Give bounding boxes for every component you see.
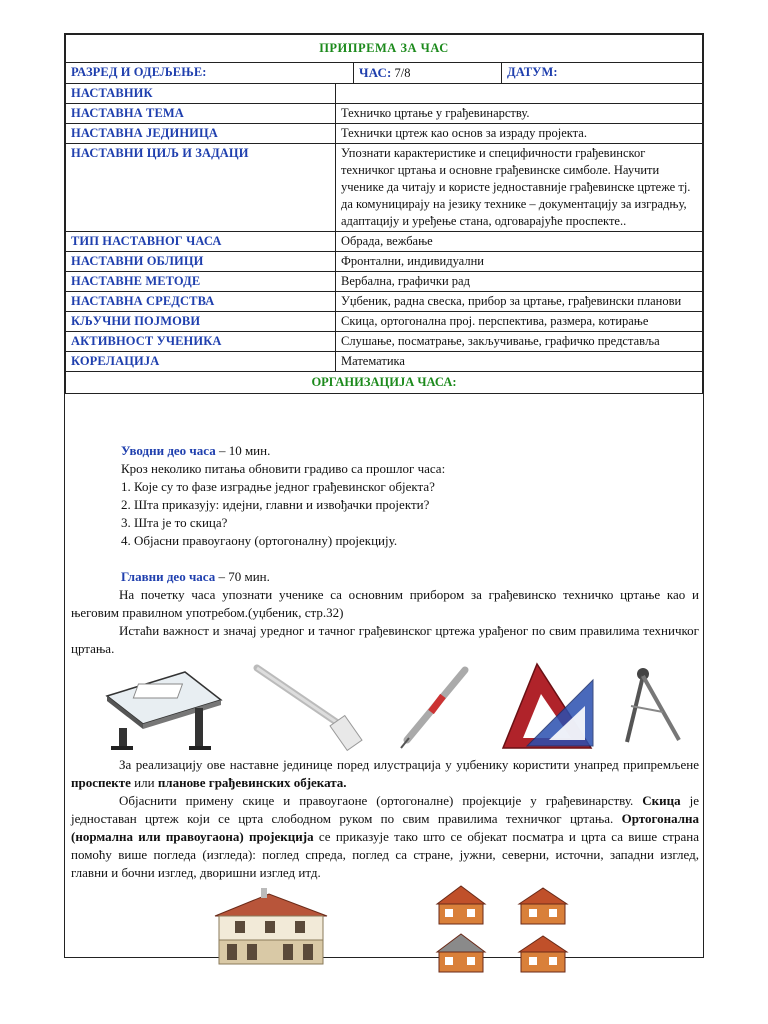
p4-text-def: је једноставан цртеж који се црта слободном руком по свим правилима техничког цртања. (71, 793, 699, 826)
row-cilj (66, 144, 703, 232)
lesson-info-table (65, 34, 703, 394)
row-korelacija (66, 352, 703, 372)
row-value: Фронтални, индивидуални (336, 252, 703, 272)
row-label: НАСТАВНА СРЕДСТВА (66, 292, 336, 312)
row-label: АКТИВНОСТ УЧЕНИКА (66, 332, 336, 352)
cas-value: 7/8 (394, 66, 411, 80)
row-label: ТИП НАСТАВНОГ ЧАСА (66, 232, 336, 252)
intro-heading: Уводни део часа (121, 443, 216, 458)
intro-lead: Кроз неколико питања обновити градиво са прошлог часа: (121, 461, 446, 476)
row-label: НАСТАВНЕ МЕТОДЕ (66, 272, 336, 292)
row-tip (66, 232, 703, 252)
p4-bold-skica: Скица (642, 793, 681, 808)
row-label: НАСТАВНИ ЦИЉ И ЗАДАЦИ (66, 144, 336, 232)
row-label: КОРЕЛАЦИЈА (66, 352, 336, 372)
lesson-content (65, 422, 703, 972)
intro-duration: – 10 мин. (215, 443, 271, 458)
datum-label: ДАТУМ: (502, 63, 703, 84)
intro-question: 1. Које су то фазе изградње једног грађевинског објекта? (121, 479, 435, 494)
p3-text: За реализацију ове наставне јединице поред илустрација у уџбенику користити унапред припремљене (119, 757, 699, 772)
triangle-rulers-illustration (497, 660, 597, 756)
tools-illustration-row (65, 658, 703, 756)
row-value: Уџбеник, радна свеска, прибор за цртање, грађевински планови (336, 292, 703, 312)
row-value: Слушање, посматрање, закључивање, графичко представља (336, 332, 703, 352)
row-value: Обрада, вежбање (336, 232, 703, 252)
row-value: Техничко цртање у грађевинарству. (336, 104, 703, 124)
row-metode (66, 272, 703, 292)
lesson-plan-page (64, 33, 704, 958)
row-aktivnost (66, 332, 703, 352)
page-title: ПРИПРЕМА ЗА ЧАС (66, 35, 703, 63)
row-pojmovi (66, 312, 703, 332)
main-heading-line (65, 568, 703, 586)
pencil-illustration (395, 664, 475, 750)
main-heading: Главни део часа (121, 569, 216, 584)
p3-text-or: или (130, 775, 158, 790)
p3-bold-planovi: планове грађевинских објеката. (157, 775, 347, 790)
t-square-illustration (253, 662, 363, 752)
p4-text-end: се приказује тако што се објекат посматра и црта са више страна помоћу више погледа (изгледа): поглед спреда, поглед са стране, јужни, северни, источни, западни изглед, главни и бочни изглед, дворишни изглед итд. (71, 829, 699, 880)
row-sredstva (66, 292, 703, 312)
drafting-table-illustration (99, 666, 229, 752)
main-paragraph-1: На почетку часа упознати ученике са основним прибором за грађевинско техничко цртање као и његовим правилном употребом.(уџбеник, стр.32) (71, 587, 699, 620)
building-illustration-row (65, 882, 703, 972)
razred-label: РАЗРЕД И ОДЕЉЕЊЕ: (66, 63, 354, 84)
row-value: Вербална, графички рад (336, 272, 703, 292)
row-jedinica (66, 124, 703, 144)
row-label: НАСТАВНА ТЕМА (66, 104, 336, 124)
row-label: НАСТАВНИ ОБЛИЦИ (66, 252, 336, 272)
intro-question: 4. Објасни правоугаону (ортогоналну) пројекцију. (121, 533, 398, 548)
intro-heading-line (65, 442, 703, 460)
row-label: КЉУЧНИ ПОЈМОВИ (66, 312, 336, 332)
organization-title: ОРГАНИЗАЦИЈА ЧАСА: (66, 372, 703, 394)
intro-question: 3. Шта је то скица? (121, 515, 228, 530)
row-value (336, 84, 703, 104)
house-perspective-illustration (205, 888, 335, 968)
p3-bold-prospekte: проспекте (71, 775, 131, 790)
intro-question: 2. Шта приказују: идејни, главни и извођачки пројекти? (121, 497, 430, 512)
house-orthogonal-views-illustration (431, 882, 581, 974)
p4-text: Објаснити примену скице и правоугаоне (ортогоналне) пројекције у грађевинарству. (119, 793, 643, 808)
cas-label: ЧАС: (359, 65, 392, 80)
compass-illustration (613, 662, 693, 752)
cas-cell (354, 63, 502, 84)
row-tema (66, 104, 703, 124)
main-duration: – 70 мин. (215, 569, 270, 584)
row-label: НАСТАВНИК (66, 84, 336, 104)
row-value: Технички цртеж као основ за израду пројекта. (336, 124, 703, 144)
row-value: Скица, ортогонална проj. перспектива, размера, котирање (336, 312, 703, 332)
row-oblici (66, 252, 703, 272)
p4-bold-ortogonalna: Ортогонална (нормална или правоугаона) пројекција (71, 811, 699, 844)
main-paragraph-2: Истаћи важност и значај уредног и тачног грађевинског цртежа урађеног по свим правилима техничког цртања. (71, 623, 699, 656)
row-value: Математика (336, 352, 703, 372)
main-paragraph-4 (65, 792, 703, 882)
main-paragraph-3 (65, 756, 703, 792)
row-value: Упознати карактеристике и специфичности грађевинског техничког цртања и основне грађевинске симболе. Научити ученике да читају и користе једноставније грађевинске цртеже тј. да комуницирају на језику технике – документацију за изградњу, адаптацију и уређење стана, одговарајуће проспекте.. (336, 144, 703, 232)
row-label: НАСТАВНА ЈЕДИНИЦА (66, 124, 336, 144)
row-nastavnik (66, 84, 703, 104)
